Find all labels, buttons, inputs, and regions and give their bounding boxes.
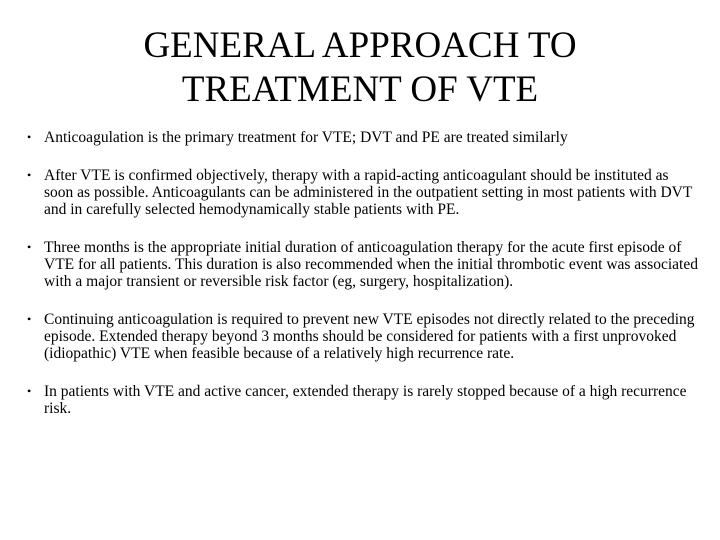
slide-title-line-2: TREATMENT OF VTE bbox=[181, 69, 539, 110]
bullet-marker: • bbox=[27, 130, 32, 144]
bullet-marker: • bbox=[27, 240, 32, 254]
bullet-item-5 bbox=[27, 383, 700, 417]
bullet-item-4 bbox=[27, 311, 700, 362]
slide-title bbox=[40, 24, 680, 112]
bullet-item-3 bbox=[27, 239, 700, 290]
slide-title-line-1: GENERAL APPROACH TO bbox=[143, 25, 577, 66]
bullet-list bbox=[27, 129, 700, 438]
bullet-text-5: In patients with VTE and active cancer, extended therapy is rarely stopped because of a high recurrence risk. bbox=[44, 383, 687, 417]
bullet-marker: • bbox=[27, 312, 32, 326]
bullet-marker: • bbox=[27, 384, 32, 398]
bullet-item-1 bbox=[27, 129, 700, 146]
bullet-text-4: Continuing anticoagulation is required to prevent new VTE episodes not directly related to the preceding episode. Extended therapy beyond 3 months should be considered for patients with a first unprovoked (idiopathic) VTE when feasible because of a relatively high recurrence rate. bbox=[44, 311, 695, 362]
bullet-item-2 bbox=[27, 167, 700, 218]
bullet-text-2: After VTE is confirmed objectively, therapy with a rapid-acting anticoagulant should be instituted as soon as possible. Anticoagulants can be administered in the outpatient setting in most patients with DVT and in carefully selected hemodynamically stable patients with PE. bbox=[44, 167, 693, 218]
bullet-text-1: Anticoagulation is the primary treatment for VTE; DVT and PE are treated similarly bbox=[44, 129, 568, 146]
bullet-text-3: Three months is the appropriate initial duration of anticoagulation therapy for the acute first episode of VTE for all patients. This duration is also recommended when the initial thrombotic event was associated with a major transient or reversible risk factor (eg, surgery, hospitalization). bbox=[44, 239, 698, 290]
bullet-marker: • bbox=[27, 168, 32, 182]
